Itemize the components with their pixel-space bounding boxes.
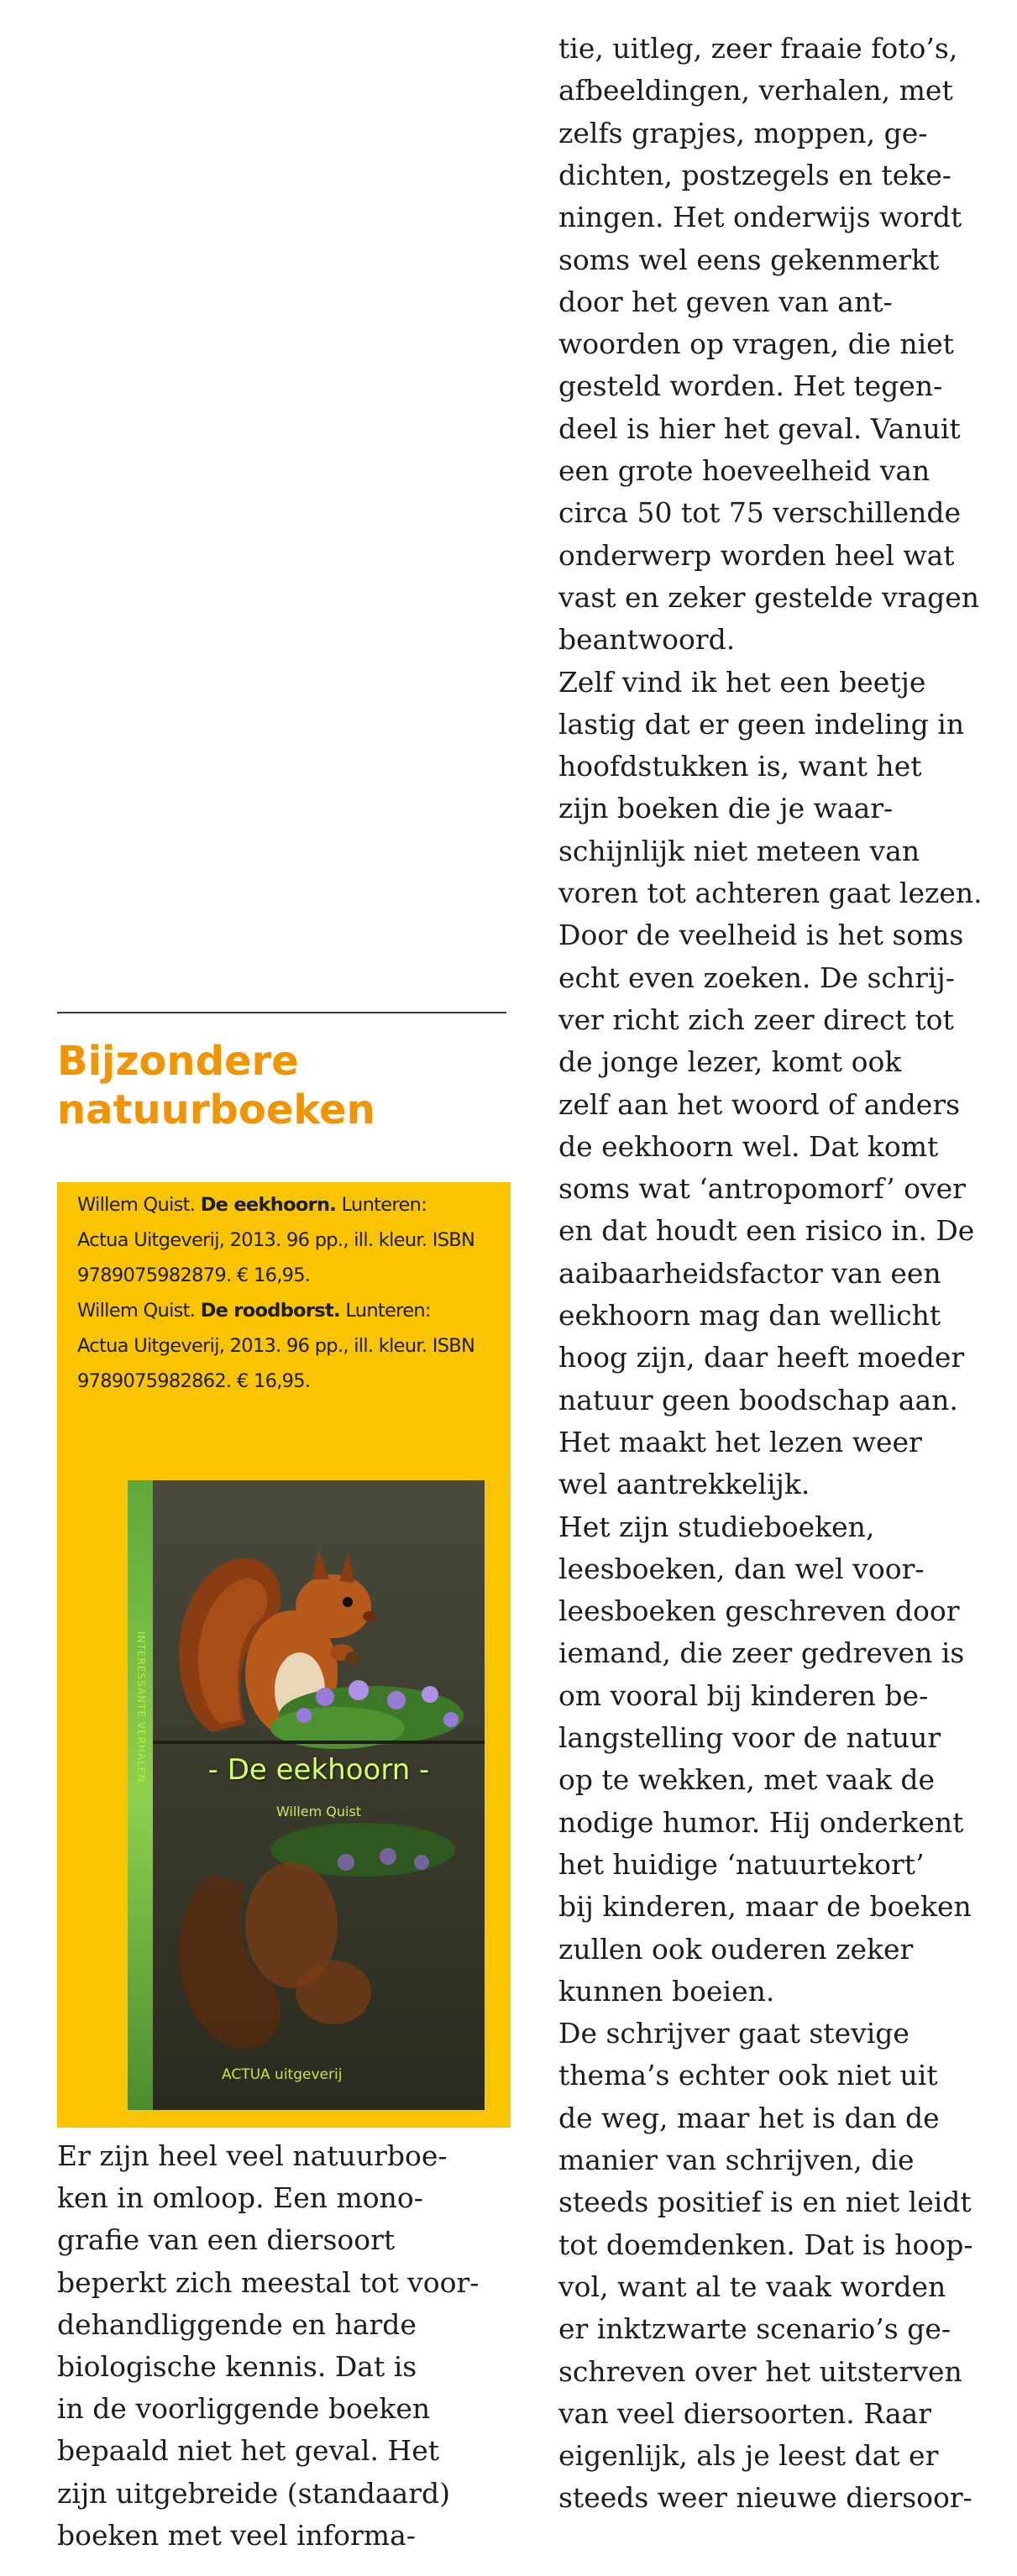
text-line: iemand, die zeer gedreven is <box>558 1636 965 1670</box>
text-line: zijn boeken die je waar- <box>558 792 894 825</box>
section-divider <box>57 1012 506 1013</box>
text-line: Door de veelheid is het soms <box>558 919 964 952</box>
text-line: schijnlijk niet meteen van <box>558 834 920 867</box>
text-line: om vooral bij kinderen be- <box>558 1678 929 1712</box>
text-line: hoofdstukken is, want het <box>558 750 922 783</box>
text-line: afbeeldingen, verhalen, met <box>558 74 953 107</box>
text-line: thema’s echter ook niet uit <box>558 2059 938 2092</box>
book-1-line-1 <box>77 1194 427 1216</box>
book-2-line-1 <box>77 1300 431 1322</box>
text-line: Zelf vind ik het een beetje <box>558 665 926 699</box>
book-2-line-3: 9789075982862. € 16,95. <box>77 1370 311 1392</box>
text-line: leesboeken geschreven door <box>558 1594 960 1628</box>
text-line: steeds weer nieuwe diersoor- <box>558 2481 972 2515</box>
text-line: circa 50 tot 75 verschillende <box>558 496 962 530</box>
text-line: Het maakt het lezen weer <box>558 1425 922 1458</box>
squirrel-illustration <box>153 1480 485 2110</box>
text-line: zelfs grapjes, moppen, ge- <box>558 116 928 149</box>
book-1-author: Willem Quist. <box>77 1194 196 1216</box>
text-line: zelf aan het woord of anders <box>558 1087 961 1121</box>
text-line: dichten, postzegels en teke- <box>558 158 951 191</box>
text-line: er inktzwarte scenario’s ge- <box>558 2312 951 2346</box>
cover-spine-strip <box>128 1480 153 2110</box>
text-line: een grote hoeveelheid van <box>558 454 931 487</box>
text-line: door het geven van ant- <box>558 285 893 318</box>
text-line: ken in omloop. Een mono- <box>57 2181 423 2215</box>
text-line: zijn uitgebreide (standaard) <box>57 2476 451 2510</box>
text-line: voren tot achteren gaat lezen. <box>558 877 983 909</box>
cover-author: Willem Quist <box>275 1804 362 1819</box>
text-line: eigenlijk, als je leest dat er <box>558 2439 939 2473</box>
book-1-title: De eekhoorn. <box>200 1194 337 1216</box>
text-line: ningen. Het onderwijs wordt <box>558 201 962 234</box>
text-line: onderwerp worden heel wat <box>558 538 955 572</box>
book-info-box <box>57 1182 511 2128</box>
text-line: en dat houdt een risico in. De <box>558 1214 975 1248</box>
book-2-title: De roodborst. <box>200 1300 340 1322</box>
text-line: schreven over het uitsterven <box>558 2354 962 2388</box>
text-line: de weg, maar het is dan de <box>558 2101 940 2134</box>
text-line: lastig dat er geen indeling in <box>558 707 965 741</box>
text-line: deel is hier het geval. Vanuit <box>558 411 961 445</box>
text-line: De schrijver gaat stevige <box>558 2017 910 2050</box>
text-line: vol, want al te vaak worden <box>558 2270 946 2303</box>
text-line: beperkt zich meestal tot voor- <box>57 2265 480 2299</box>
text-line: boeken met veel informa- <box>57 2518 416 2552</box>
text-line: op te wekken, met vaak de <box>558 1763 935 1797</box>
cover-title: - De eekhoorn - <box>207 1753 430 1787</box>
text-line: woorden op vragen, die niet <box>558 327 954 361</box>
text-line: aaibaarheidsfactor van een <box>558 1256 941 1290</box>
text-line: gesteld worden. Het tegen- <box>558 369 943 403</box>
text-line: kunnen boeien. <box>558 1974 775 2008</box>
cover-publisher: ACTUA uitgeverij <box>222 2066 343 2083</box>
text-line: vast en zeker gestelde vragen <box>558 580 980 614</box>
text-line: manier van schrijven, die <box>558 2144 915 2176</box>
text-line: langstelling voor de natuur <box>558 1721 941 1754</box>
text-line: eekhoorn mag dan wellicht <box>558 1299 941 1332</box>
text-line: de jonge lezer, komt ook <box>558 1045 902 1079</box>
text-line: bij kinderen, maar de boeken <box>558 1890 972 1924</box>
text-line: biologische kennis. Dat is <box>57 2350 417 2383</box>
text-line: echt even zoeken. De schrij- <box>558 961 955 994</box>
text-line: wel aantrekkelijk. <box>558 1468 810 1501</box>
text-line: in de voorliggende boeken <box>57 2392 431 2426</box>
text-line: zullen ook ouderen zeker <box>558 1932 914 1966</box>
heading-line-1: Bijzondere <box>57 1038 299 1085</box>
text-line: van veel diersoorten. Raar <box>558 2396 931 2430</box>
book-1-line-2: Actua Uitgeverij, 2013. 96 pp., ill. kleur. ISBN <box>77 1229 475 1251</box>
book-2-line-2: Actua Uitgeverij, 2013. 96 pp., ill. kleur. ISBN <box>77 1335 475 1357</box>
section-heading <box>57 1037 511 1134</box>
text-line: soms wel eens gekenmerkt <box>558 243 940 276</box>
text-line: leesboeken, dan wel voor- <box>558 1552 925 1585</box>
text-line: tie, uitleg, zeer fraaie foto’s, <box>558 32 958 65</box>
text-line: grafie van een diersoort <box>57 2223 396 2257</box>
text-line: tot doemdenken. Dat is hoop- <box>558 2228 973 2261</box>
book-1-line-3: 9789075982879. € 16,95. <box>77 1264 311 1286</box>
text-line: ver richt zich zeer direct tot <box>558 1003 954 1036</box>
book-2-place: Lunteren: <box>345 1300 431 1322</box>
text-line: bepaald niet het geval. Het <box>57 2434 439 2468</box>
text-line: beantwoord. <box>558 623 736 657</box>
text-line: steeds positief is en niet leidt <box>558 2186 972 2219</box>
cover-spine-text: INTERESSANTE VERHALEN <box>135 1631 147 1783</box>
text-line: de eekhoorn wel. Dat komt <box>558 1129 939 1163</box>
heading-line-2: natuurboeken <box>57 1086 375 1134</box>
text-line: hoog zijn, daar heeft moeder <box>558 1341 965 1374</box>
text-line: het huidige ‘natuurtekort’ <box>558 1847 925 1881</box>
text-line: natuur geen boodschap aan. <box>558 1383 958 1416</box>
text-line: Het zijn studieboeken, <box>558 1510 875 1543</box>
text-line: nodige humor. Hij onderkent <box>558 1805 964 1839</box>
text-line: soms wat ‘antropomorf’ over <box>558 1172 966 1206</box>
book-1-place: Lunteren: <box>341 1194 427 1216</box>
text-line: dehandliggende en harde <box>57 2307 417 2341</box>
book-2-author: Willem Quist. <box>77 1300 196 1322</box>
text-line: Er zijn heel veel natuurboe- <box>57 2139 448 2172</box>
book-cover <box>128 1480 485 2110</box>
